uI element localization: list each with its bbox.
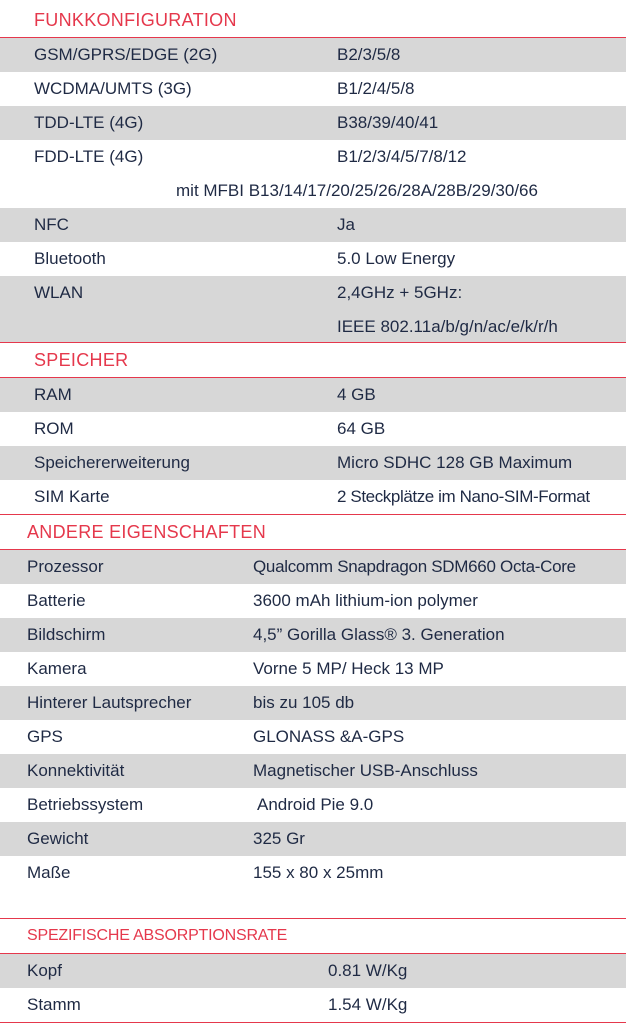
table-row bbox=[0, 242, 626, 276]
row-label: FDD-LTE (4G) bbox=[34, 147, 144, 166]
row-value: 2,4GHz + 5GHz: bbox=[337, 283, 463, 302]
table-row bbox=[0, 276, 626, 342]
row-label: Kopf bbox=[27, 961, 62, 980]
row-label: ROM bbox=[34, 419, 74, 438]
table-row bbox=[0, 822, 626, 856]
row-value: 5.0 Low Energy bbox=[337, 249, 456, 268]
row-value: 325 Gr bbox=[253, 829, 305, 848]
row-value: Ja bbox=[337, 215, 355, 234]
section-title: ANDERE EIGENSCHAFTEN bbox=[27, 522, 267, 542]
row-label: Prozessor bbox=[27, 557, 104, 576]
row-value: 64 GB bbox=[337, 419, 386, 438]
table-row bbox=[0, 584, 626, 618]
table-row bbox=[0, 652, 626, 686]
row-value: bis zu 105 db bbox=[253, 693, 355, 712]
row-label: TDD-LTE (4G) bbox=[34, 113, 144, 132]
section-title: SPEICHER bbox=[34, 350, 129, 370]
row-label: Hinterer Lautsprecher bbox=[27, 693, 192, 712]
row-value: B1/2/4/5/8 bbox=[337, 79, 415, 98]
row-label: Stamm bbox=[27, 995, 81, 1014]
table-row bbox=[0, 954, 626, 988]
section-header-speicher bbox=[0, 342, 626, 378]
row-label: NFC bbox=[34, 215, 69, 234]
row-label: Bluetooth bbox=[34, 249, 106, 268]
table-row bbox=[0, 988, 626, 1022]
row-extra: IEEE 802.11a/b/g/n/ac/e/k/r/h bbox=[337, 317, 558, 336]
row-label: GSM/GPRS/EDGE (2G) bbox=[34, 45, 218, 64]
row-label: Kamera bbox=[27, 659, 87, 678]
table-row bbox=[0, 720, 626, 754]
table-row bbox=[0, 618, 626, 652]
row-value: 2 Steckplätze im Nano-SIM-Format bbox=[337, 487, 590, 506]
table-row bbox=[0, 38, 626, 72]
row-value: B2/3/5/8 bbox=[337, 45, 401, 64]
row-value: Android Pie 9.0 bbox=[257, 795, 374, 814]
row-value: 1.54 W/Kg bbox=[328, 995, 408, 1014]
table-row bbox=[0, 788, 626, 822]
table-row bbox=[0, 412, 626, 446]
row-value: 3600 mAh lithium-ion polymer bbox=[253, 591, 478, 610]
section-title: SPEZIFISCHE ABSORPTIONSRATE bbox=[27, 927, 288, 944]
row-label: Maße bbox=[27, 863, 71, 882]
table-row bbox=[0, 686, 626, 720]
table-row bbox=[0, 550, 626, 584]
row-label: RAM bbox=[34, 385, 72, 404]
row-label: Batterie bbox=[27, 591, 86, 610]
row-value: B38/39/40/41 bbox=[337, 113, 439, 132]
table-row bbox=[0, 140, 626, 208]
row-value: 0.81 W/Kg bbox=[328, 961, 408, 980]
row-value: Qualcomm Snapdragon SDM660 Octa-Core bbox=[253, 557, 576, 576]
row-label: WCDMA/UMTS (3G) bbox=[34, 79, 192, 98]
row-value: 4 GB bbox=[337, 385, 376, 404]
row-value: GLONASS &A-GPS bbox=[253, 727, 405, 746]
section-title: FUNKKONFIGURATION bbox=[34, 10, 237, 30]
table-row bbox=[0, 754, 626, 788]
row-value: B1/2/3/4/5/7/8/12 bbox=[337, 147, 467, 166]
row-value: Magnetischer USB-Anschluss bbox=[253, 761, 478, 780]
section-header-spezifische-absorptionsrate bbox=[0, 918, 626, 954]
table-row bbox=[0, 106, 626, 140]
row-label: GPS bbox=[27, 727, 63, 746]
row-label: Betriebssystem bbox=[27, 795, 144, 814]
section-header-andere-eigenschaften bbox=[0, 514, 626, 550]
row-label: Konnektivität bbox=[27, 761, 125, 780]
row-value: Vorne 5 MP/ Heck 13 MP bbox=[253, 659, 444, 678]
table-row bbox=[0, 446, 626, 480]
row-extra: mit MFBI B13/14/17/20/25/26/28A/28B/29/30/66 bbox=[176, 181, 538, 200]
table-row bbox=[0, 378, 626, 412]
table-row bbox=[0, 480, 626, 514]
row-value: Micro SDHC 128 GB Maximum bbox=[337, 453, 573, 472]
bottom-divider bbox=[0, 1022, 626, 1023]
row-label: SIM Karte bbox=[34, 487, 110, 506]
row-value: 4,5” Gorilla Glass® 3. Generation bbox=[253, 625, 505, 644]
row-label: Bildschirm bbox=[27, 625, 106, 644]
row-label: Gewicht bbox=[27, 829, 89, 848]
row-label: WLAN bbox=[34, 283, 84, 302]
table-row bbox=[0, 72, 626, 106]
table-row bbox=[0, 856, 626, 890]
section-header-funkkonfiguration bbox=[0, 4, 626, 38]
table-row bbox=[0, 208, 626, 242]
row-label: Speichererweiterung bbox=[34, 453, 190, 472]
row-value: 155 x 80 x 25mm bbox=[253, 863, 384, 882]
